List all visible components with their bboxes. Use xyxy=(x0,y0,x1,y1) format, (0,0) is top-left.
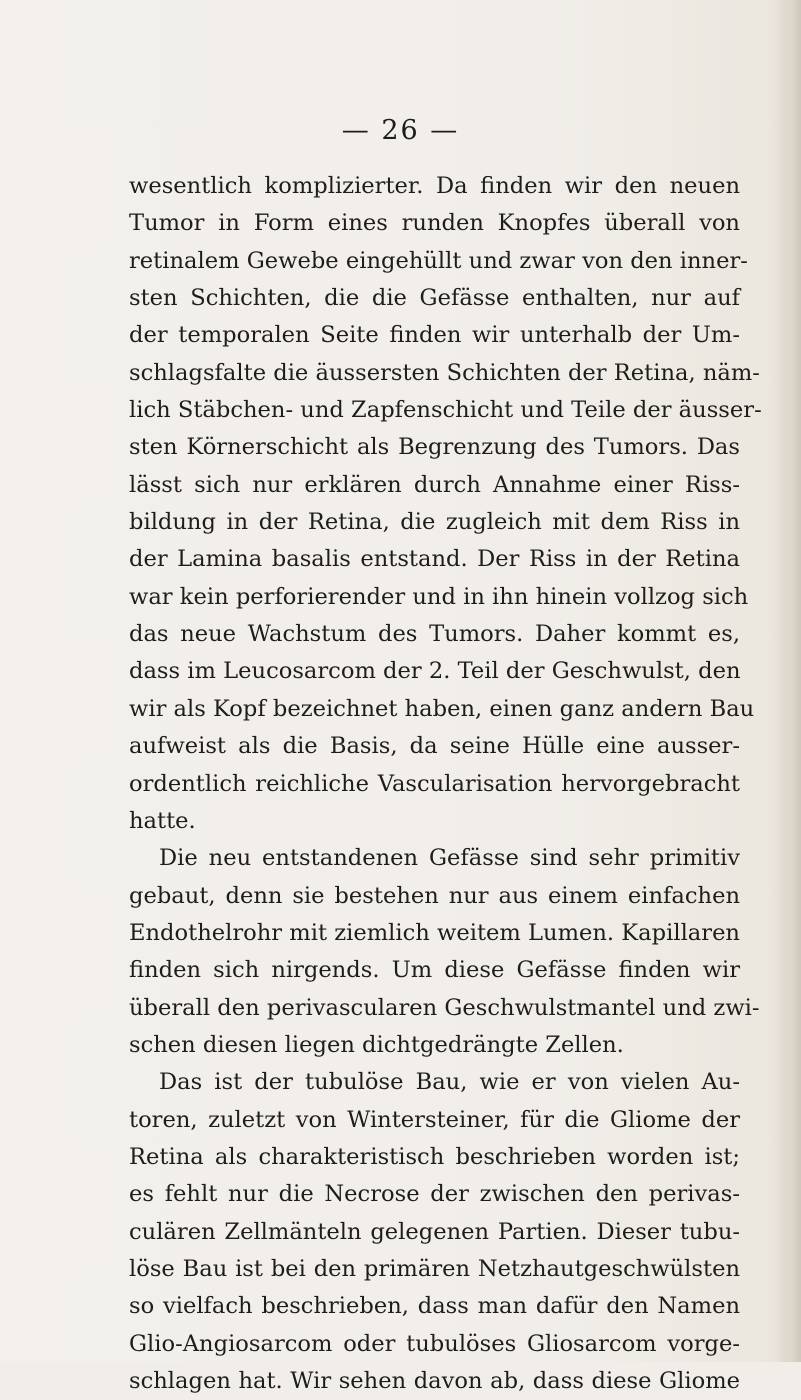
text-line: der Lamina basalis entstand. Der Riss in der Retina xyxy=(129,546,740,573)
text-line-paragraph-start: Das ist der tubulöse Bau, wie er von vielen Au- xyxy=(159,1069,740,1096)
text-line: wesentlich komplizierter. Da finden wir den neuen xyxy=(129,173,740,199)
text-line: Retina als charakteristisch beschrieben worden ist; xyxy=(129,1143,740,1170)
text-line: culären Zellmänteln gelegenen Partien. Dieser tubu- xyxy=(129,1218,740,1245)
text-line: war kein perforierender und in ihn hinein vollzog sich xyxy=(129,583,749,610)
text-line: sten Körnerschicht als Begrenzung des Tumors. Das xyxy=(129,434,740,461)
body-text xyxy=(129,168,762,1400)
text-line: dass im Leucosarcom der 2. Teil der Geschwulst, den xyxy=(129,658,741,685)
text-line: ordentlich reichliche Vascularisation hervorgebracht xyxy=(129,770,740,797)
text-line: so vielfach beschrieben, dass man dafür den Namen xyxy=(129,1293,740,1320)
text-line: Glio-Angiosarcom oder tubulöses Gliosarcom vorge- xyxy=(129,1330,740,1357)
text-line: lich Stäbchen- und Zapfenschicht und Teile der äusser- xyxy=(129,397,762,424)
text-line-paragraph-end: schen diesen liegen dichtgedrängte Zellen. xyxy=(129,1031,624,1058)
text-line: es fehlt nur die Necrose der zwischen den perivas- xyxy=(129,1181,740,1208)
text-line: schlagsfalte die äussersten Schichten der Retina, näm- xyxy=(129,359,760,386)
text-line: retinalem Gewebe eingehüllt und zwar von den inner- xyxy=(129,247,748,274)
text-line: löse Bau ist bei den primären Netzhautgeschwülsten xyxy=(129,1255,740,1282)
text-line: bildung in der Retina, die zugleich mit dem Riss in xyxy=(129,509,740,536)
text-line-paragraph-start: Die neu entstandenen Gefässe sind sehr primitiv xyxy=(159,845,740,872)
text-line-paragraph-end: hatte. xyxy=(129,807,196,834)
page-number: — 26 — xyxy=(341,115,460,146)
text-line: das neue Wachstum des Tumors. Daher kommt es, xyxy=(129,621,740,648)
text-line: lässt sich nur erklären durch Annahme einer Riss- xyxy=(129,471,740,498)
text-line: toren, zuletzt von Wintersteiner, für die Gliome der xyxy=(129,1106,740,1133)
text-line: gebaut, denn sie bestehen nur aus einem einfachen xyxy=(129,882,740,909)
text-line: sten Schichten, die die Gefässe enthalten, nur auf xyxy=(129,285,740,312)
text-line: überall den perivascularen Geschwulstmantel und zwi- xyxy=(129,994,760,1021)
text-line: aufweist als die Basis, da seine Hülle eine ausser- xyxy=(129,733,740,760)
text-line: der temporalen Seite finden wir unterhalb der Um- xyxy=(129,322,740,349)
text-line: finden sich nirgends. Um diese Gefässe finden wir xyxy=(129,957,740,984)
text-line: Endothelrohr mit ziemlich weitem Lumen. Kapillaren xyxy=(129,919,740,946)
page-edge-shadow xyxy=(779,0,801,1362)
text-line: Tumor in Form eines runden Knopfes überall von xyxy=(129,210,740,237)
text-line: wir als Kopf bezeichnet haben, einen ganz andern Bau xyxy=(129,695,755,722)
text-line: schlagen hat. Wir sehen davon ab, dass diese Gliome xyxy=(129,1368,740,1394)
